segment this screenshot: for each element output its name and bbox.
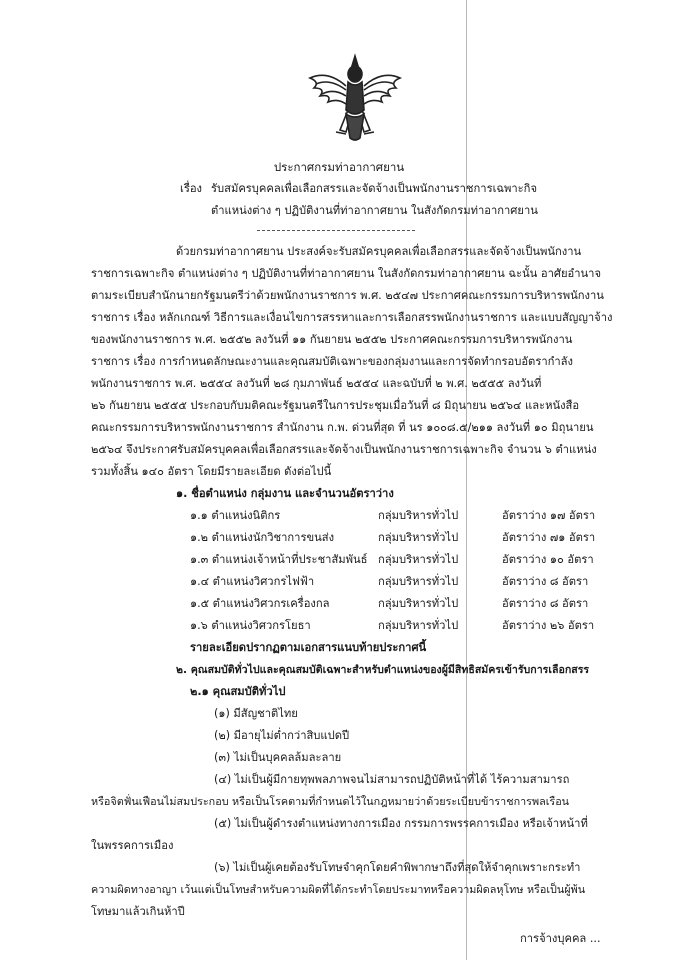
section2-heading: ๒. คุณสมบัติทั่วไปและคุณสมบัติเฉพาะสำหรับตำแหน่งของผู้มีสิทธิสมัครเข้ารับการเลือกสรร <box>176 664 590 676</box>
page-fold-line <box>466 0 467 960</box>
qualification-item-2: (๒) มีอายุไม่ต่ำกว่าสิบแปดปี <box>214 729 350 742</box>
intro-line-3: ตามระเบียบสำนักนายกรัฐมนตรีว่าด้วยพนักงานราชการ พ.ศ. ๒๕๔๗ ประกาศคณะกรรมการบริหารพนักงาน <box>91 289 604 302</box>
position-cell: ๑.๖ ตำแหน่งวิศวกรโยธา <box>190 619 311 632</box>
group-cell: กลุ่มบริหารทั่วไป <box>378 597 459 610</box>
intro-line-6: ราชการ เรื่อง การกำหนดลักษณะงานและคุณสมบัติเฉพาะของกลุ่มงานและการจัดทำกรอบอัตรากำลัง <box>91 355 573 368</box>
qualification-item-5-line-1: (๕) ไม่เป็นผู้ดำรงตำแหน่งทางการเมือง กรรมการพรรคการเมือง หรือเจ้าหน้าที่ <box>214 817 588 830</box>
position-cell: ๑.๕ ตำแหน่งวิศวกรเครื่องกล <box>190 597 330 610</box>
position-cell: ๑.๓ ตำแหน่งเจ้าหน้าที่ประชาสัมพันธ์ <box>190 553 368 566</box>
intro-line-5: ของพนักงานราชการ พ.ศ. ๒๕๕๒ ลงวันที่ ๑๑ กันยายน ๒๕๕๒ ประกาศคณะกรรมการบริหารพนักงาน <box>91 333 573 346</box>
intro-line-11: รวมทั้งสิ้น ๑๔๐ อัตรา โดยมีรายละเอียด ดังต่อไปนี้ <box>91 465 332 478</box>
qualification-item-1: (๑) มีสัญชาติไทย <box>214 707 298 720</box>
section2-subheading: ๒.๑ คุณสมบัติทั่วไป <box>190 685 286 698</box>
vacancy-cell: อัตราว่าง ๗๑ อัตรา <box>502 531 596 544</box>
title-divider <box>257 230 415 231</box>
qualification-item-6-line-1: (๖) ไม่เป็นผู้เคยต้องรับโทษจำคุกโดยคำพิพากษาถึงที่สุดให้จำคุกเพราะกระทำ <box>214 861 581 874</box>
position-cell: ๑.๒ ตำแหน่งนักวิชาการขนส่ง <box>190 531 335 544</box>
position-cell: ๑.๔ ตำแหน่งวิศวกรไฟฟ้า <box>190 575 315 588</box>
qualification-item-4-line-2: หรือจิตฟั่นเฟือนไม่สมประกอบ หรือเป็นโรคตามที่กำหนดไว้ในกฎหมายว่าด้วยระเบียบข้าราชการพลเรือน <box>91 795 570 808</box>
section1-heading: ๑. ชื่อตำแหน่ง กลุ่มงาน และจำนวนอัตราว่าง <box>176 487 394 500</box>
group-cell: กลุ่มบริหารทั่วไป <box>378 531 459 544</box>
vacancy-cell: อัตราว่าง ๘ อัตรา <box>502 597 589 610</box>
vacancy-cell: อัตราว่าง ๘ อัตรา <box>502 575 589 588</box>
subject-line-2: ตำแหน่งต่าง ๆ ปฏิบัติงานที่ท่าอากาศยาน ในสังกัดกรมท่าอากาศยาน <box>211 204 538 217</box>
announcement-title: ประกาศกรมท่าอากาศยาน <box>273 160 405 174</box>
intro-line-4: ราชการ เรื่อง หลักเกณฑ์ วิธีการและเงื่อนไขการสรรหาและการเลือกสรรพนักงานราชการ และแบบสัญญาจ้าง <box>91 311 613 324</box>
intro-line-1: ด้วยกรมท่าอากาศยาน ประสงค์จะรับสมัครบุคคลเพื่อเลือกสรรและจัดจ้างเป็นพนักงาน <box>176 245 582 258</box>
intro-line-8: ๒๖ กันยายน ๒๕๕๕ ประกอบกับมติคณะรัฐมนตรีในการประชุมเมื่อวันที่ ๘ มิถุนายน ๒๕๖๔ และหนังสือ <box>91 399 580 412</box>
intro-line-9: คณะกรรมการบริหารพนักงานราชการ สำนักงาน ก.พ. ด่วนที่สุด ที่ นร ๑๐๐๘.๕/๒๑๑ ลงวันที่ ๑๐ มิถุนายน <box>91 421 594 434</box>
section1-note: รายละเอียดปรากฏตามเอกสารแนบท้ายประกาศนี้ <box>190 641 427 654</box>
qualification-item-6-line-3: โทษมาแล้วเกินห้าปี <box>91 905 185 918</box>
intro-line-2: ราชการเฉพาะกิจ ตำแหน่งต่าง ๆ ปฏิบัติงานที่ท่าอากาศยาน ในสังกัดกรมท่าอากาศยาน ฉะนั้น อาศัยอำนาจ <box>91 267 601 280</box>
qualification-item-6-line-2: ความผิดทางอาญา เว้นแต่เป็นโทษสำหรับความผิดที่ได้กระทำโดยประมาทหรือความผิดลหุโทษ หรือเป็นผู้พ้น <box>91 883 586 896</box>
vacancy-cell: อัตราว่าง ๑๗ อัตรา <box>502 509 596 522</box>
vacancy-cell: อัตราว่าง ๑๐ อัตรา <box>502 553 594 566</box>
qualification-item-4-line-1: (๔) ไม่เป็นผู้มีกายทุพพลภาพจนไม่สามารถปฏิบัติหน้าที่ได้ ไร้ความสามารถ <box>214 773 570 786</box>
position-cell: ๑.๑ ตำแหน่งนิติกร <box>190 509 281 522</box>
group-cell: กลุ่มบริหารทั่วไป <box>378 553 459 566</box>
intro-line-10: ๒๕๖๔ จึงประกาศรับสมัครบุคคลเพื่อเลือกสรรและจัดจ้างเป็นพนักงานราชการเฉพาะกิจ จำนวน ๖ ตำแหน่ง <box>91 443 597 456</box>
group-cell: กลุ่มบริหารทั่วไป <box>378 575 459 588</box>
group-cell: กลุ่มบริหารทั่วไป <box>378 619 459 632</box>
garuda-emblem-icon <box>300 48 410 148</box>
subject-line-1: รับสมัครบุคคลเพื่อเลือกสรรและจัดจ้างเป็นพนักงานราชการเฉพาะกิจ <box>211 182 538 195</box>
intro-line-7: พนักงานราชการ พ.ศ. ๒๕๕๔ ลงวันที่ ๒๘ กุมภาพันธ์ ๒๕๕๔ และฉบับที่ ๒ พ.ศ. ๒๕๕๕ ลงวันที่ <box>91 377 542 390</box>
subject-label: เรื่อง <box>180 182 203 195</box>
continuation-text: การจ้างบุคคล ... <box>520 932 601 945</box>
group-cell: กลุ่มบริหารทั่วไป <box>378 509 459 522</box>
vacancy-cell: อัตราว่าง ๒๖ อัตรา <box>502 619 595 632</box>
qualification-item-3: (๓) ไม่เป็นบุคคลล้มละลาย <box>214 751 342 764</box>
qualification-item-5-line-2: ในพรรคการเมือง <box>91 839 174 852</box>
